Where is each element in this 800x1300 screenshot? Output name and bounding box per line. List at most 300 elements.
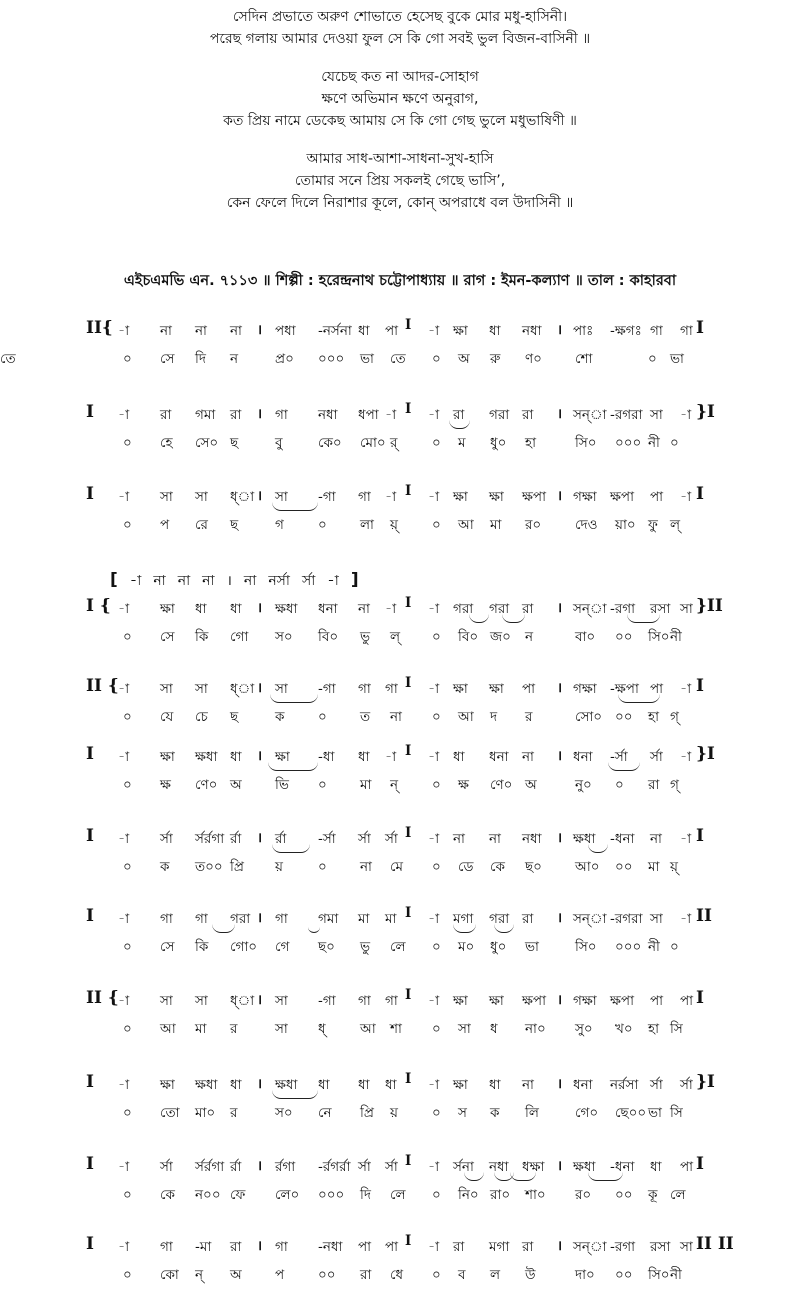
syllable-cell: ভি	[275, 777, 289, 793]
syllable-cell: ণে০	[195, 777, 218, 793]
syllable-cell: ধ	[490, 1021, 498, 1037]
note-cell: পা	[522, 681, 536, 697]
syllable-cell: য়	[275, 859, 283, 875]
alt-note: র্সা	[301, 573, 316, 589]
slur-mark	[272, 502, 318, 511]
syllable-cell: ন	[525, 629, 534, 645]
syllable-cell: ০	[123, 1105, 132, 1121]
bar-line: ।	[557, 1076, 563, 1092]
syllable-cell: গ্	[670, 777, 679, 793]
note-cell: -র্সা	[610, 749, 628, 765]
note-cell: র্সর্রগা	[195, 1159, 225, 1175]
syllable-cell: ০	[318, 517, 327, 533]
row-end-mark: }I	[696, 744, 715, 764]
syllable-cell: আ০	[575, 859, 600, 875]
syllable-cell: সা	[275, 1021, 288, 1037]
syllable-cell: নী	[670, 629, 682, 645]
bar-line: I	[405, 1233, 412, 1249]
note-cell: নধা	[318, 407, 338, 423]
note-cell: না	[522, 749, 534, 765]
bar-line: ।	[557, 910, 563, 926]
syllable-cell: আ	[360, 1021, 376, 1037]
note-cell: -রগা	[610, 1239, 636, 1255]
notation-row	[0, 402, 800, 462]
syllable-cell: ০	[615, 777, 624, 793]
note-cell: ধা	[489, 323, 501, 339]
lyric-line: সেদিন প্রভাতে অরুণ শোভাতে হেসেছ বুকে মোর মধু-হাসিনী।	[232, 9, 568, 25]
syllable-cell: নি০	[458, 1187, 479, 1203]
note-cell: গা	[195, 911, 208, 927]
note-cell: র্রা	[230, 1159, 242, 1175]
slur-mark	[627, 614, 660, 623]
note-cell: -া	[428, 323, 440, 339]
syllable-cell: ০	[123, 1021, 132, 1037]
syllable-cell: মে	[390, 859, 403, 875]
syllable-cell: ০	[432, 859, 441, 875]
syllable-cell: ০০০	[318, 1187, 345, 1203]
note-cell: সা	[275, 489, 288, 505]
bar-line: ।	[257, 488, 263, 504]
syllable-cell: ০	[123, 709, 132, 725]
syllable-cell: ফে	[230, 1187, 246, 1203]
syllable-cell: ছ	[230, 709, 239, 725]
note-cell: ক্ষা	[453, 993, 468, 1009]
syllable-cell: গো০	[230, 939, 258, 955]
syllable-cell: ০	[123, 939, 132, 955]
row-end-mark: }I	[696, 1072, 715, 1092]
note-cell: ক্ষপা	[522, 489, 547, 505]
note-cell: ক্ষা	[453, 323, 468, 339]
syllable-cell: ভা	[360, 351, 374, 367]
note-cell: -া	[118, 749, 130, 765]
note-cell: ধা	[385, 1077, 397, 1093]
syllable-cell: ০	[123, 351, 132, 367]
notation-row	[0, 1154, 800, 1214]
syllable-cell: হা	[648, 709, 660, 725]
note-cell: পাঃ	[573, 323, 594, 339]
syllable-cell: সি০	[575, 939, 597, 955]
syllable-cell: ভা	[670, 351, 684, 367]
row-end-mark: II II	[696, 1234, 734, 1254]
syllable-cell: ০	[432, 351, 441, 367]
syllable-cell: ০	[432, 629, 441, 645]
note-cell: ধা	[230, 749, 242, 765]
note-cell: র্সনা	[453, 1159, 474, 1175]
note-cell: ধা	[195, 601, 207, 617]
syllable-cell: উ	[525, 1267, 536, 1283]
note-cell: মা	[385, 911, 397, 927]
syllable-cell: ম০	[458, 939, 475, 955]
syllable-cell: ০	[318, 709, 327, 725]
note-cell: ধনা	[573, 1077, 593, 1093]
note-cell: গা	[160, 911, 173, 927]
note-cell: পা	[680, 1159, 694, 1175]
note-cell: সন্া	[573, 911, 607, 927]
syllable-cell: য়্	[390, 517, 398, 533]
note-cell: -া	[118, 323, 130, 339]
syllable-cell: ছ	[230, 517, 239, 533]
syllable-cell: হে	[160, 435, 173, 451]
note-cell: গরা	[489, 407, 510, 423]
bar-line: ।	[257, 600, 263, 616]
bar-line: ।	[557, 830, 563, 846]
syllable-cell: ক	[160, 859, 170, 875]
syllable-cell: বু	[275, 435, 283, 451]
syllable-cell: রা	[648, 777, 660, 793]
note-cell: -া	[118, 1239, 130, 1255]
note-cell: -া	[428, 601, 440, 617]
syllable-cell: সি	[670, 1021, 683, 1037]
notation-row	[0, 318, 800, 378]
syllable-cell: ০০	[615, 629, 633, 645]
syllable-cell: সো০	[575, 709, 603, 725]
note-cell: -া	[118, 489, 130, 505]
bar-line: ।	[257, 748, 263, 764]
note-cell: ক্ষা	[453, 681, 468, 697]
syllable-cell: মা	[490, 517, 502, 533]
syllable-cell: শা০	[525, 1187, 546, 1203]
note-cell: সা	[680, 601, 693, 617]
syllable-cell: সি০	[648, 629, 670, 645]
syllable-cell: নী	[648, 939, 660, 955]
syllable-cell: র০	[525, 517, 542, 533]
note-cell: ধা	[318, 1077, 330, 1093]
note-cell: -া	[428, 1077, 440, 1093]
syllable-cell: প্রি	[360, 1105, 374, 1121]
note-cell: গক্ষা	[573, 681, 597, 697]
note-cell: পা	[385, 1239, 399, 1255]
note-cell: ক্ষধা	[275, 601, 298, 617]
note-cell: রা	[453, 1239, 465, 1255]
syllable-cell: স	[458, 1105, 467, 1121]
alt-note: না	[243, 573, 257, 589]
bar-line: ।	[557, 680, 563, 696]
note-cell: মা	[358, 911, 370, 927]
note-cell: গা	[680, 323, 693, 339]
alt-open-bracket: [	[110, 570, 118, 590]
syllable-cell: দ	[490, 709, 498, 725]
note-cell: -নধা	[318, 1239, 343, 1255]
note-cell: গা	[650, 323, 663, 339]
syllable-cell: ০	[123, 1187, 132, 1203]
alt-note: -া	[129, 573, 142, 589]
bar-line: ।	[557, 748, 563, 764]
slur-mark	[270, 694, 318, 703]
note-cell: ধক্ষা	[522, 1159, 545, 1175]
note-cell: পধা	[275, 323, 296, 339]
note-cell: -া	[428, 489, 440, 505]
syllable-cell: সা	[458, 1021, 471, 1037]
syllable-cell: মা০	[195, 1105, 216, 1121]
note-cell: -া	[428, 407, 440, 423]
syllable-cell: কে	[160, 1187, 175, 1203]
note-cell: -া	[118, 601, 130, 617]
syllable-cell: লা	[360, 517, 374, 533]
note-cell: রসা	[650, 601, 671, 617]
syllable-cell: না	[390, 709, 402, 725]
syllable-cell: সি০	[575, 435, 597, 451]
syllable-cell: অ	[230, 777, 242, 793]
note-cell: গরা	[230, 911, 251, 927]
syllable-cell: ধু০	[490, 435, 507, 451]
syllable-cell: ০০	[318, 1267, 336, 1283]
note-cell: নর্রসা	[610, 1077, 639, 1093]
bar-line: ।	[257, 992, 263, 1008]
syllable-cell: ছ	[230, 435, 239, 451]
syllable-cell: প্রি	[230, 859, 244, 875]
syllable-cell: প	[160, 517, 170, 533]
note-cell: -া	[680, 749, 692, 765]
syllable-cell: যে	[160, 709, 174, 725]
syllable-cell: ০	[648, 351, 657, 367]
note-cell: -া	[118, 911, 130, 927]
note-cell: সা	[275, 681, 288, 697]
note-cell: গা	[358, 681, 371, 697]
note-cell: র্সর্রগা	[195, 831, 225, 847]
syllable-cell: ত	[360, 709, 371, 725]
notation-row	[0, 826, 800, 886]
syllable-cell: কি	[195, 629, 209, 645]
notation-row	[0, 676, 800, 736]
syllable-cell: বি০	[318, 629, 339, 645]
syllable-cell: অ	[230, 1267, 242, 1283]
syllable-cell: আ	[458, 517, 474, 533]
note-cell: -া	[118, 1077, 130, 1093]
note-cell: পা	[650, 489, 664, 505]
syllable-cell: ০	[123, 1267, 132, 1283]
note-cell: -া	[385, 407, 397, 423]
note-cell: -া	[428, 749, 440, 765]
note-cell: -গা	[318, 489, 336, 505]
note-cell: সা	[275, 993, 288, 1009]
note-cell: র্সা	[358, 1159, 371, 1175]
syllable-cell: য়	[390, 1105, 398, 1121]
syllable-cell: লে	[390, 1187, 406, 1203]
syllable-cell: রে	[195, 517, 208, 533]
slur-mark	[212, 924, 235, 933]
syllable-cell: শা	[390, 1021, 402, 1037]
syllable-cell: লে	[390, 939, 406, 955]
note-cell: ধ্া	[230, 489, 255, 505]
note-cell: গমা	[318, 911, 339, 927]
note-cell: -া	[385, 749, 397, 765]
note-cell: ধা	[489, 1077, 501, 1093]
note-cell: -া	[680, 489, 692, 505]
syllable-cell: প্র০	[275, 351, 294, 367]
note-cell: -রগা	[610, 601, 636, 617]
note-cell: সা	[195, 681, 208, 697]
syllable-cell: লে	[670, 1187, 686, 1203]
bar-line: I	[405, 1153, 412, 1169]
note-cell: পা	[358, 1239, 372, 1255]
note-cell: ক্ষা	[160, 749, 175, 765]
note-cell: ক্ষা	[489, 681, 504, 697]
syllable-cell: ০	[318, 777, 327, 793]
syllable-cell: বা০	[575, 629, 596, 645]
note-cell: -ধা	[318, 749, 335, 765]
syllable-cell: সি	[670, 1105, 683, 1121]
note-cell: রা	[230, 1239, 242, 1255]
note-cell: না	[195, 323, 207, 339]
syllable-cell: ডে	[458, 859, 474, 875]
note-cell: -া	[385, 601, 397, 617]
row-start-mark: I	[86, 402, 94, 422]
note-cell: নধা	[522, 323, 542, 339]
bar-line: I	[405, 317, 412, 333]
syllable-cell: কে	[490, 859, 505, 875]
note-cell: সা	[160, 489, 173, 505]
syllable-cell: ফু	[648, 517, 658, 533]
note-cell: সন্া	[573, 1239, 607, 1255]
row-end-mark: I	[696, 484, 704, 504]
bar-line: ।	[257, 1076, 263, 1092]
note-cell: -া	[118, 1159, 130, 1175]
syllable-cell: অ	[525, 777, 537, 793]
lyric-line: পরেছ গলায় আমার দেওয়া ফুল সে কি গো সবই ভুল বিজন-বাসিনী ॥	[209, 31, 591, 47]
bar-line: ।	[557, 406, 563, 422]
note-cell: গক্ষা	[573, 489, 597, 505]
row-start-mark: II {	[86, 988, 119, 1008]
syllable-cell: কূ	[648, 1187, 658, 1203]
note-cell: গা	[275, 407, 288, 423]
note-cell: ধনা	[573, 749, 593, 765]
note-cell: র্সা	[650, 1077, 663, 1093]
note-cell: র্রা	[275, 831, 287, 847]
note-cell: -া	[428, 1159, 440, 1175]
syllable-cell: র	[230, 1021, 238, 1037]
row-start-mark: II {	[86, 676, 119, 696]
lyric-line: কত প্রিয় নামে ডেকেছ আমায় সে কি গো গেছ ভুলে মধুভাষিণী ॥	[223, 113, 577, 129]
syllable-cell: ন০০	[195, 1187, 221, 1203]
lyric-line: তোমার সনে প্রিয় সকলই গেছে ভাসি’,	[294, 173, 506, 189]
note-cell: গক্ষা	[573, 993, 597, 1009]
syllable-cell: গে	[275, 939, 290, 955]
syllable-cell: ০	[432, 777, 441, 793]
syllable-cell: ধু০	[490, 939, 507, 955]
syllable-cell: প	[275, 1267, 285, 1283]
note-cell: -ক্ষপা	[610, 681, 639, 697]
note-cell: গমা	[195, 407, 216, 423]
note-cell: র্সা	[160, 831, 173, 847]
syllable-cell: ০০	[615, 1267, 633, 1283]
syllable-cell: ন্	[390, 777, 399, 793]
note-cell: র্রা	[230, 831, 242, 847]
bar-line: ।	[557, 992, 563, 1008]
slur-mark	[608, 762, 640, 771]
note-cell: রা	[522, 601, 534, 617]
note-cell: সা	[160, 993, 173, 1009]
note-cell: সা	[680, 1239, 693, 1255]
bar-line: I	[405, 401, 412, 417]
syllable-cell: দি	[195, 351, 206, 367]
note-cell: ধনা	[318, 601, 338, 617]
note-cell: না	[453, 831, 465, 847]
bar-line: I	[405, 825, 412, 841]
note-cell: ধা	[358, 749, 370, 765]
syllable-cell: কে০	[318, 435, 342, 451]
alternate-notation-line	[110, 569, 371, 593]
syllable-cell: ০	[432, 1267, 441, 1283]
syllable-cell: ভা	[525, 939, 539, 955]
syllable-cell: শো	[575, 351, 593, 367]
bar-line: ।	[257, 1158, 263, 1174]
lyric-line: আমার সাধ-আশা-সাধনা-সুখ-হাসি	[306, 151, 494, 167]
note-cell: র্সা	[385, 831, 398, 847]
note-cell: ক্ষা	[453, 1077, 468, 1093]
note-cell: না	[650, 831, 662, 847]
bar-line: I	[405, 987, 412, 1003]
note-cell: র্রগা	[275, 1159, 296, 1175]
bar-line: I	[405, 905, 412, 921]
syllable-cell: মা	[195, 1021, 207, 1037]
note-cell: না	[160, 323, 172, 339]
syllable-cell: ০	[123, 629, 132, 645]
note-cell: ধ্া	[230, 681, 255, 697]
slur-mark	[502, 614, 525, 623]
slur-mark	[618, 694, 660, 703]
syllable-cell: মা	[360, 777, 372, 793]
syllable-cell: তে	[0, 351, 16, 367]
syllable-cell: ক্ষ	[458, 777, 469, 793]
syllable-cell: ধে	[390, 1267, 404, 1283]
bar-line: ।	[257, 1238, 263, 1254]
note-cell: -া	[680, 681, 692, 697]
syllable-cell: য়্	[670, 859, 678, 875]
note-cell: -র্রগর্রা	[318, 1159, 351, 1175]
alt-close-bracket: ]	[350, 570, 359, 590]
note-cell: নধা	[489, 1159, 509, 1175]
note-cell: রা	[230, 407, 242, 423]
note-cell: ধা	[358, 323, 370, 339]
note-cell: ক্ষধা	[195, 1077, 218, 1093]
note-cell: রা	[160, 407, 172, 423]
row-start-mark: I	[86, 484, 94, 504]
syllable-cell: স০	[275, 629, 293, 645]
syllable-cell: অ	[458, 351, 470, 367]
note-cell: না	[358, 601, 370, 617]
notation-row	[0, 988, 800, 1048]
bar-line: I	[405, 675, 412, 691]
note-cell: র্সা	[160, 1159, 173, 1175]
row-start-mark: I	[86, 1234, 94, 1254]
note-cell: গা	[275, 1239, 288, 1255]
note-cell: সা	[650, 407, 663, 423]
note-cell: গা	[358, 993, 371, 1009]
syllable-cell: তো	[160, 1105, 180, 1121]
notation-row	[0, 1234, 800, 1294]
note-cell: র্সা	[650, 749, 663, 765]
syllable-cell: ০	[318, 859, 327, 875]
stanza-3	[0, 148, 800, 214]
syllable-cell: ব	[458, 1267, 466, 1283]
note-cell: -গা	[318, 993, 336, 1009]
bar-line: I	[405, 1071, 412, 1087]
syllable-cell: য়া০	[615, 517, 636, 533]
note-cell: -া	[118, 681, 130, 697]
row-start-mark: I	[86, 826, 94, 846]
notation-row	[0, 484, 800, 544]
syllable-cell: খ০	[615, 1021, 633, 1037]
note-cell: সা	[160, 681, 173, 697]
syllable-cell: ল্	[390, 629, 401, 645]
syllable-cell: ল্	[670, 517, 681, 533]
note-cell: র্সা	[680, 1077, 693, 1093]
row-start-mark: I {	[86, 596, 111, 616]
syllable-cell: লি	[525, 1105, 539, 1121]
note-cell: -া	[428, 831, 440, 847]
row-start-mark: II{	[86, 318, 113, 338]
note-cell: -া	[118, 407, 130, 423]
